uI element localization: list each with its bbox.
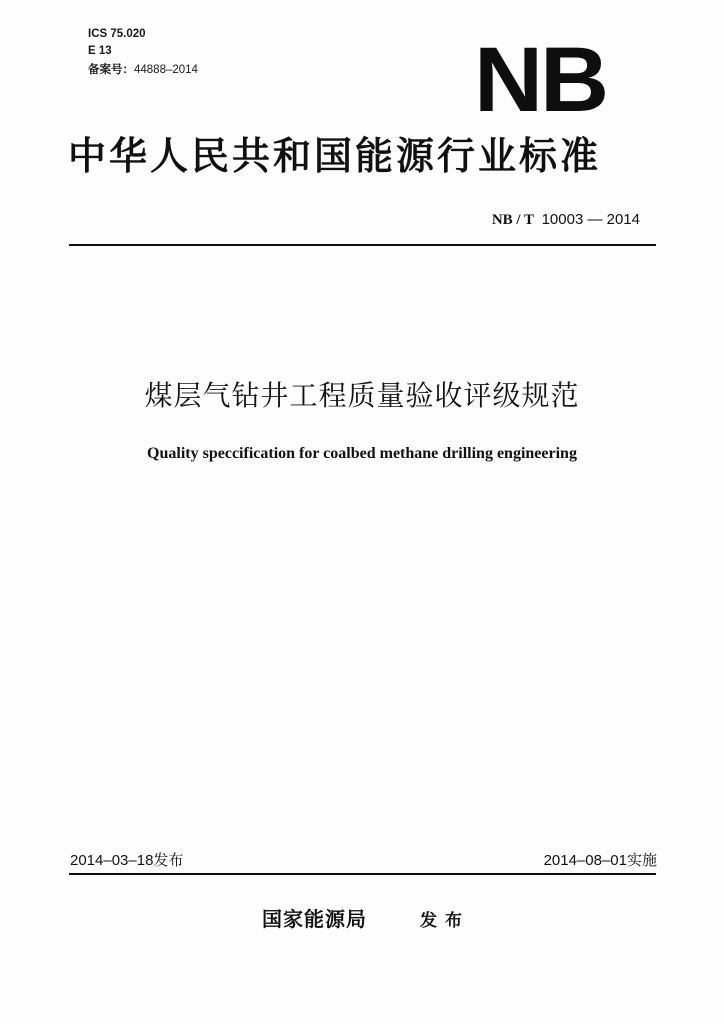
- standard-number-prefix: NB / T: [491, 212, 535, 228]
- issue-date: 2014–03–18发布: [70, 852, 184, 869]
- ics-code: ICS 75.020: [88, 28, 146, 40]
- issue-label: 发布: [420, 911, 470, 931]
- filing-number: [88, 62, 198, 77]
- top-divider: [69, 244, 656, 246]
- filing-number-value: 44888–2014: [134, 64, 198, 76]
- standard-number: [492, 210, 640, 230]
- filing-number-label: 备案号：: [88, 62, 134, 76]
- standard-category-title: 中华人民共和国能源行业标准: [68, 134, 602, 178]
- effective-date: 2014–08–01实施: [543, 852, 657, 869]
- nb-logo: NB: [474, 29, 606, 131]
- standard-number-value: 10003 — 2014: [541, 211, 640, 228]
- issuing-authority: 国家能源局: [262, 907, 367, 931]
- bottom-divider: [69, 873, 656, 875]
- classification-code: E 13: [88, 45, 112, 57]
- document-title-english: Quality speccification for coalbed methane drilling engineering: [147, 445, 577, 462]
- document-title-chinese: 煤层气钻井工程质量验收评级规范: [144, 379, 580, 412]
